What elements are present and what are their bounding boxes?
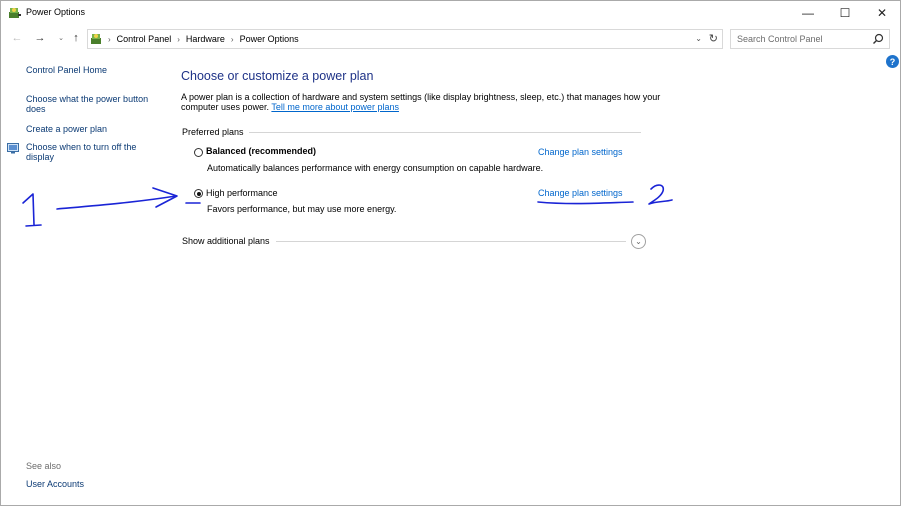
sidebar-link-turn-off-display[interactable]: Choose when to turn off the display [26,142,137,162]
search-placeholder: Search Control Panel [737,34,823,44]
annotation-underline-link [538,202,633,204]
minimize-button[interactable]: — [802,6,814,20]
power-options-icon [8,6,22,20]
recent-locations-chevron-icon[interactable]: ⌄ [58,35,64,42]
radio-high-performance-plan[interactable] [194,189,203,198]
plan-description-balanced: Automatically balances performance with energy consumption on capable hardware. [207,163,544,173]
annotation-number-two [649,185,672,204]
preferred-plans-header [182,126,641,138]
description-text: A power plan is a collection of hardware and system settings (like display brightness, sleep, etc.) that manages how your computer uses power. [181,92,661,112]
tell-me-more-link[interactable]: Tell me more about power plans [271,102,399,112]
window-title: Power Options [26,7,86,17]
plan-description-high-performance: Favors performance, but may use more energy. [207,204,397,214]
maximize-button[interactable]: ☐ [839,6,851,20]
address-dropdown-icon[interactable]: ⌄ [695,34,702,43]
chevron-right-icon[interactable]: › [230,34,234,44]
navigation-bar [1,27,900,51]
page-description [181,92,661,112]
divider [276,241,626,242]
help-icon[interactable]: ? [886,55,899,68]
address-bar[interactable] [87,29,723,49]
change-plan-settings-balanced-link[interactable]: Change plan settings [538,147,623,157]
preferred-plans-label: Preferred plans [182,127,244,137]
sidebar-link-create-plan[interactable]: Create a power plan [26,124,108,134]
up-arrow-icon[interactable]: ↑ [73,32,79,44]
display-settings-icon [7,143,19,154]
breadcrumb-power-options[interactable]: Power Options [239,34,299,44]
left-sidebar [1,57,171,505]
radio-balanced-plan[interactable] [194,148,203,157]
breadcrumb-control-panel[interactable]: Control Panel [116,34,172,44]
sidebar-link-power-button[interactable]: Choose what the power button does [26,94,149,114]
page-title: Choose or customize a power plan [181,69,374,83]
divider [249,132,641,133]
refresh-icon[interactable]: ↻ [708,33,718,45]
search-icon[interactable] [872,33,884,45]
sidebar-link-user-accounts[interactable]: User Accounts [26,479,85,489]
search-input[interactable] [730,29,890,49]
plan-name-balanced[interactable]: Balanced (recommended) [206,146,317,156]
control-panel-icon [90,32,104,46]
change-plan-settings-high-performance-link[interactable]: Change plan settings [538,188,623,198]
title-bar [1,1,900,25]
close-button[interactable]: ✕ [876,6,888,20]
show-additional-plans-label: Show additional plans [182,236,270,246]
forward-arrow-icon[interactable]: → [34,32,46,44]
back-arrow-icon[interactable]: ← [11,32,23,44]
chevron-right-icon[interactable]: › [177,34,180,44]
see-also-label: See also [26,461,62,471]
chevron-right-icon: › [108,34,111,44]
sidebar-link-control-panel-home[interactable]: Control Panel Home [26,65,108,75]
breadcrumb-hardware[interactable]: Hardware [185,34,225,44]
show-additional-plans-row[interactable] [182,233,646,249]
plan-name-high-performance[interactable]: High performance [206,188,278,198]
expand-chevron-icon[interactable]: ⌄ [631,234,646,249]
